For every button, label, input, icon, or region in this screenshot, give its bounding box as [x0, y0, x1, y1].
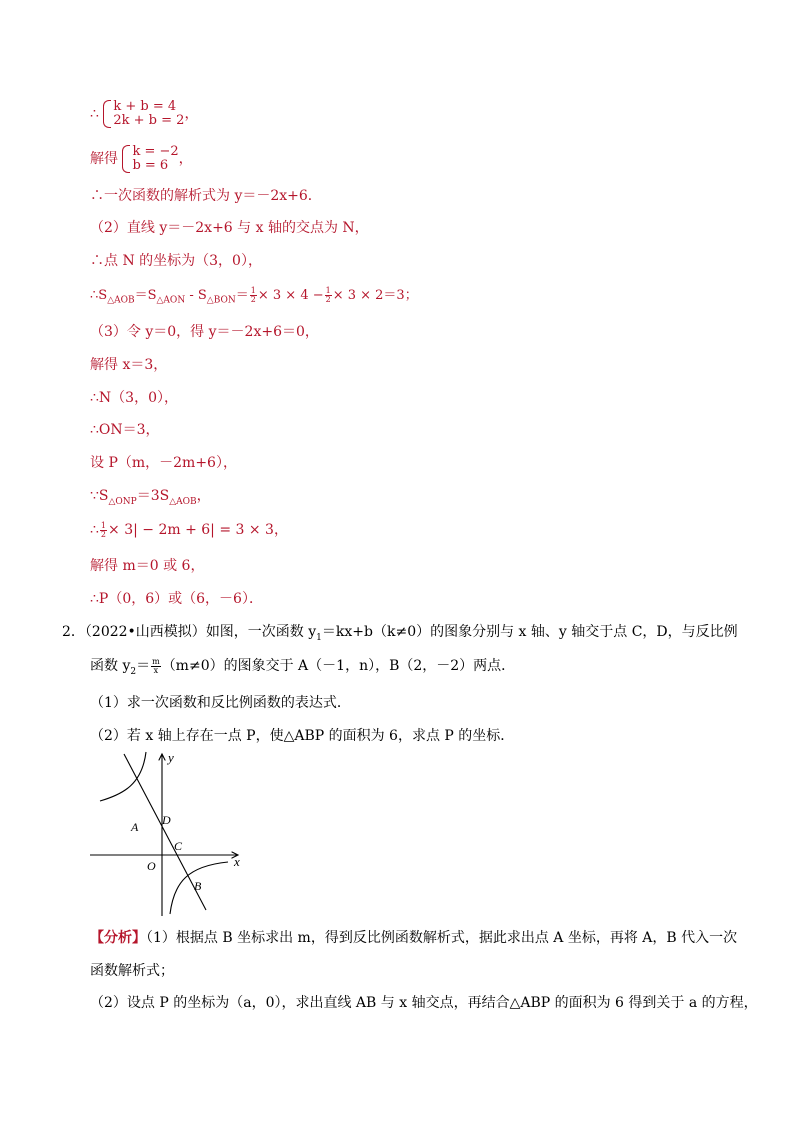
text: ＝S	[134, 288, 157, 303]
origin-label: O	[147, 859, 156, 873]
denominator: 2	[100, 529, 107, 539]
text: 函数 y	[90, 658, 131, 674]
system-row: k + b = 4	[113, 99, 177, 114]
solution-line-5: ∴点 N 的坐标为（3，0），	[90, 253, 262, 269]
numerator: 1	[100, 520, 107, 530]
solution-line-12	[90, 487, 211, 511]
solution-line-6	[90, 287, 418, 310]
subscript: △BON	[206, 295, 236, 306]
numerator: 1	[250, 286, 256, 295]
subscript: 2	[130, 666, 137, 677]
question-part-2: （2）若 x 轴上存在一点 P，使△ABP 的面积为 6，求点 P 的坐标．	[90, 728, 515, 744]
fraction-half	[100, 522, 107, 539]
analysis-line-2: 函数解析式；	[90, 963, 174, 979]
x-axis-label: x	[234, 854, 240, 869]
punctuation: ，	[184, 106, 199, 122]
point-a-label: A	[131, 820, 139, 834]
solution-line-1	[90, 100, 198, 128]
text: 如图，一次函数 y	[205, 624, 317, 640]
question-part-1: （1）求一次函数和反比例函数的表达式．	[90, 695, 351, 711]
fraction-m-over-x	[151, 658, 161, 675]
text: × 3 × 2＝3；	[332, 288, 418, 303]
text: ＝3S	[136, 488, 170, 504]
solution-line-9: ∴N（3，0），	[90, 390, 178, 406]
equation-system-2	[122, 145, 178, 173]
text: ∴	[90, 522, 99, 538]
solution-line-15: ∴P（0，6）或（6，－6）．	[90, 591, 263, 607]
text: ∴S	[90, 288, 108, 303]
solution-line-11: 设 P（m，－2m+6），	[90, 455, 237, 471]
text: （1）根据点 B 坐标求出 m，得到反比例函数解析式，据此求出点 A 坐标，再将 A，B 代入一次	[146, 930, 738, 946]
solution-line-13	[90, 521, 288, 539]
text: ∵S	[90, 488, 109, 504]
hyperbola-branch-upper-left	[100, 752, 146, 801]
subscript: 1	[316, 632, 322, 643]
question-line-1	[62, 623, 738, 647]
therefore-symbol: ∴	[90, 106, 99, 122]
system-row: b = 6	[132, 158, 169, 173]
fraction-half	[250, 287, 257, 304]
function-graph-figure	[86, 744, 256, 920]
denominator: x	[153, 665, 159, 675]
left-brace	[122, 145, 130, 173]
text: ＝kx+b（k≠0）的图象分别与 x 轴、y 轴交于点 C，D，与反比例	[321, 624, 738, 640]
system-row: k = −2	[132, 144, 179, 159]
point-d-label: D	[162, 813, 171, 827]
numerator: m	[152, 656, 160, 666]
text: ＝	[235, 288, 249, 303]
punctuation: ，	[178, 151, 193, 167]
analysis-line-3: （2）设点 P 的坐标为（a，0），求出直线 AB 与 x 轴交点，再结合△ABP 的面积为 6 得到关于 a 的方程，	[90, 995, 758, 1011]
denominator: 2	[325, 295, 331, 304]
question-number: 2．	[62, 624, 85, 640]
text: （m≠0）的图象交于 A（－1，n），B（2，－2）两点．	[161, 658, 516, 674]
solution-line-8: 解得 x＝3，	[90, 357, 168, 373]
question-source: （2022•山西模拟）	[84, 624, 206, 640]
numerator: 1	[325, 286, 331, 295]
text: ，	[196, 488, 211, 504]
solution-line-7: （3）令 y＝0，得 y＝－2x+6＝0，	[90, 324, 319, 340]
denominator: 2	[250, 295, 256, 304]
point-b-label: B	[194, 879, 202, 893]
fraction-half	[325, 287, 332, 304]
subscript: △AON	[156, 295, 186, 306]
subscript: △ONP	[108, 496, 137, 507]
y-axis-label: y	[168, 750, 174, 765]
solution-line-2	[90, 145, 193, 173]
subscript: △AOB	[107, 295, 135, 306]
text: ＝	[136, 658, 151, 674]
solution-line-14: 解得 m＝0 或 6，	[90, 558, 205, 574]
point-c-label: C	[174, 839, 183, 853]
system-row: 2k + b = 2	[113, 113, 185, 128]
analysis-line-1	[90, 929, 737, 947]
solution-line-10: ∴ON＝3，	[90, 422, 160, 438]
solution-line-4: （2）直线 y＝－2x+6 与 x 轴的交点为 N，	[90, 220, 369, 236]
left-brace	[103, 100, 111, 128]
text: × 3 × 4 −	[257, 288, 324, 303]
solution-line-3: ∴一次函数的解析式为 y＝－2x+6．	[90, 188, 322, 204]
analysis-tag: 【分析】	[90, 930, 146, 946]
solve-label: 解得	[90, 151, 118, 167]
question-line-2	[90, 657, 515, 681]
equation-system-1	[103, 100, 184, 128]
subscript: △AOB	[169, 496, 197, 507]
text: - S	[185, 288, 207, 303]
text: × 3| − 2m + 6| = 3 × 3，	[108, 522, 288, 538]
